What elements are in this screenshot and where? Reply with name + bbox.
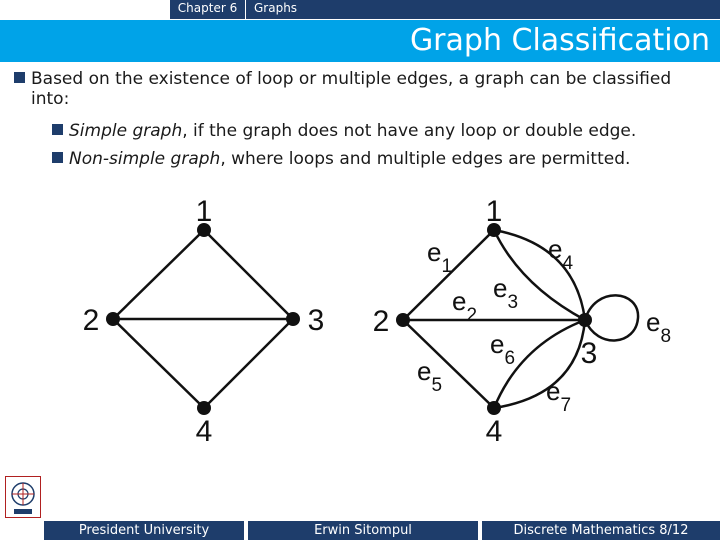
edge-label-e5: $e_5$ [417, 356, 443, 396]
vertex-label-1: 1 [195, 195, 213, 228]
edge-2-4 [113, 319, 204, 408]
vertex-2 [106, 312, 120, 326]
sub1-text: , if the graph does not have any loop or double edge. [182, 121, 637, 141]
vertex-label-2: 2 [82, 304, 100, 337]
sub2-text: , where loops and multiple edges are permitted. [220, 149, 631, 169]
edge-label-e6: $e_6$ [490, 329, 516, 369]
slide-title: Graph Classification [409, 23, 710, 58]
term-simple-graph: Simple graph [69, 121, 183, 141]
vertex-3 [286, 312, 300, 326]
vertex-label-4: 4 [195, 415, 213, 448]
edge-1-2 [113, 230, 204, 319]
vertex-label-4: 4 [485, 415, 503, 448]
edge-label-e1: $e_1$ [427, 237, 453, 277]
chapter-tab[interactable]: Chapter 6 [170, 0, 245, 19]
footer-university: President University [44, 521, 244, 540]
edge-label-e3: $e_3$ [493, 273, 519, 313]
edge-label-e8: $e_8$ [646, 307, 672, 347]
vertex-label-3: 3 [580, 337, 598, 370]
footer-bar [0, 521, 720, 540]
vertex-3 [578, 313, 592, 327]
nonsimple-graph-edge-labels [417, 234, 671, 416]
university-logo-icon [5, 476, 41, 518]
vertex-2 [396, 313, 410, 327]
bullet-main-continuation: into: [31, 89, 70, 109]
term-nonsimple-graph: Non-simple graph [69, 149, 221, 169]
vertex-4 [197, 401, 211, 415]
topic-tab[interactable]: Graphs [246, 0, 720, 19]
edge-label-e2: $e_2$ [452, 286, 478, 326]
simple-graph [113, 230, 293, 408]
edge-e8-loop [585, 295, 638, 340]
vertex-4 [487, 401, 501, 415]
vertex-label-3: 3 [307, 304, 325, 337]
footer-course-page: Discrete Mathematics 8/12 [482, 521, 720, 540]
edge-3-4 [204, 319, 293, 408]
edge-1-3 [204, 230, 293, 319]
vertex-label-1: 1 [485, 195, 503, 228]
footer-author: Erwin Sitompul [248, 521, 478, 540]
edge-label-e7: $e_7$ [546, 376, 572, 416]
edge-label-e4: $e_4$ [548, 234, 574, 274]
bullet-main-text: Based on the existence of loop or multiple edges, a graph can be classified [31, 69, 672, 89]
vertex-label-2: 2 [372, 305, 390, 338]
